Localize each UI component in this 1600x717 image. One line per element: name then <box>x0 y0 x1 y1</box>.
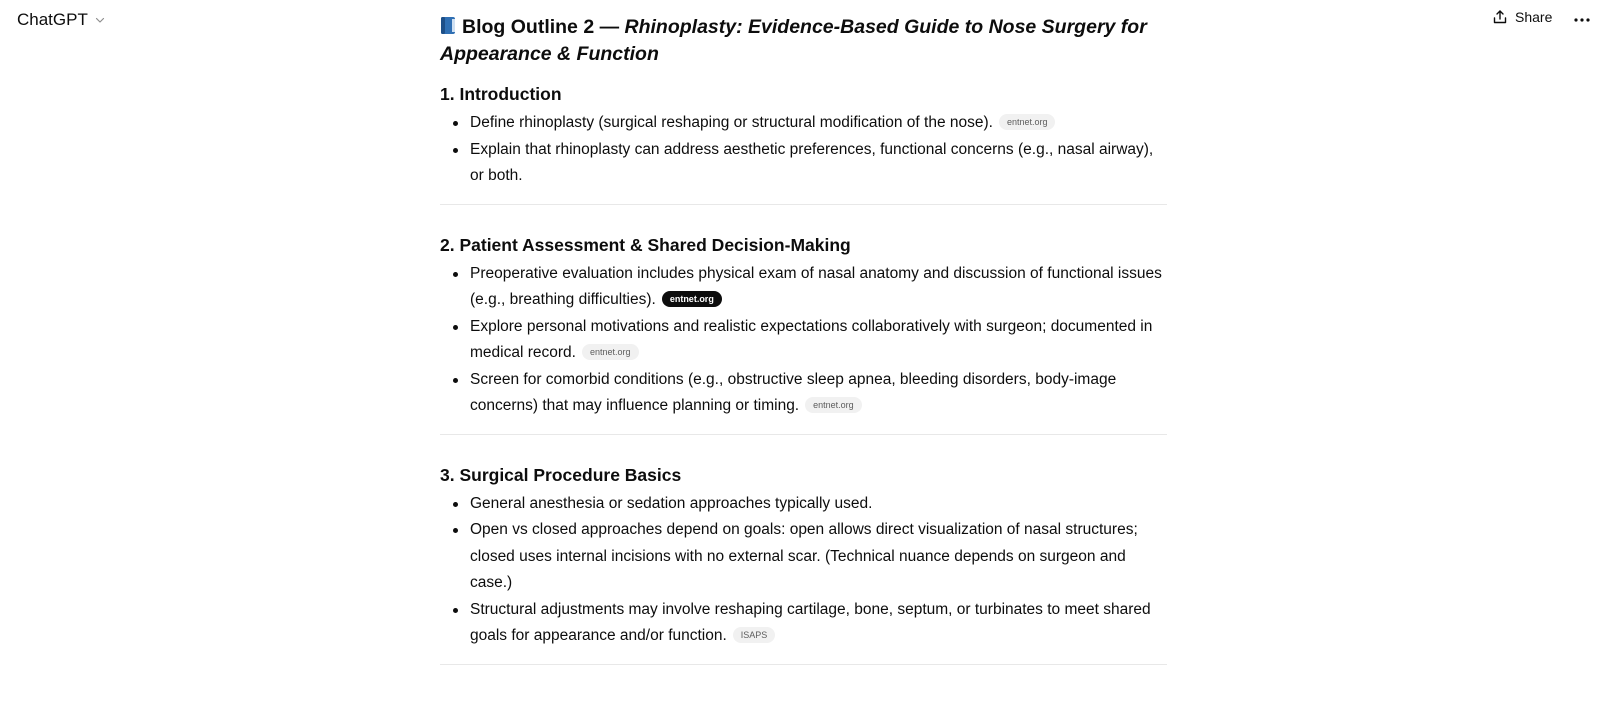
document-content <box>440 14 1167 665</box>
model-name: ChatGPT <box>17 10 88 29</box>
citation-pill[interactable]: ISAPS <box>733 627 776 643</box>
section-heading: 2. Patient Assessment & Shared Decision-Making <box>440 234 851 255</box>
more-options-icon[interactable] <box>1572 10 1592 30</box>
section-divider <box>440 664 1167 665</box>
share-button[interactable] <box>1492 9 1552 25</box>
list-item: Explore personal motivations and realistic expectations collaboratively with surgeon; documented in medical record. entnet.org <box>440 314 1167 367</box>
list-item: Structural adjustments may involve reshaping cartilage, bone, septum, or turbinates to meet shared goals for appearance and/or function. ISAPS <box>440 597 1167 650</box>
list-item: Screen for comorbid conditions (e.g., obstructive sleep apnea, bleeding disorders, body-image concerns) that may influence planning or timing. entnet.org <box>440 367 1167 420</box>
chevron-down-icon <box>94 14 106 26</box>
list-item: Open vs closed approaches depend on goals: open allows direct visualization of nasal structures; closed uses internal incisions with no external scar. (Technical nuance depends on surgeon and case.) <box>440 517 1167 597</box>
share-label: Share <box>1515 9 1553 25</box>
section-heading: 1. Introduction <box>440 84 562 104</box>
title-prefix: Blog Outline 2 — <box>462 16 620 38</box>
section-surgical-procedure <box>440 463 1167 650</box>
list-item: Explain that rhinoplasty can address aesthetic preferences, functional concerns (e.g., nasal airway), or both. <box>440 137 1167 190</box>
bullet-list <box>440 261 1167 420</box>
list-item: General anesthesia or sedation approaches typically used. <box>440 491 1167 518</box>
citation-pill-active[interactable]: entnet.org <box>662 291 722 307</box>
model-picker[interactable] <box>17 10 106 30</box>
document-title <box>440 14 1167 68</box>
citation-pill[interactable]: entnet.org <box>805 397 862 413</box>
list-item: Preoperative evaluation includes physical exam of nasal anatomy and discussion of functional issues (e.g., breathing difficulties). entnet.org <box>440 261 1167 314</box>
share-icon <box>1492 9 1508 25</box>
bullet-list <box>440 110 1167 190</box>
section-introduction <box>440 82 1167 190</box>
title-italic: Rhinoplasty: Evidence-Based Guide to Nose Surgery for Appearance & Function <box>440 16 1147 65</box>
citation-pill[interactable]: entnet.org <box>582 344 639 360</box>
list-item: Define rhinoplasty (surgical reshaping or structural modification of the nose). entnet.org <box>440 110 1167 137</box>
blue-book-icon <box>440 16 457 35</box>
section-patient-assessment <box>440 233 1167 420</box>
bullet-list <box>440 491 1167 650</box>
section-divider <box>440 434 1167 435</box>
section-heading: 3. Surgical Procedure Basics <box>440 464 682 485</box>
section-divider <box>440 204 1167 205</box>
citation-pill[interactable]: entnet.org <box>999 114 1056 130</box>
